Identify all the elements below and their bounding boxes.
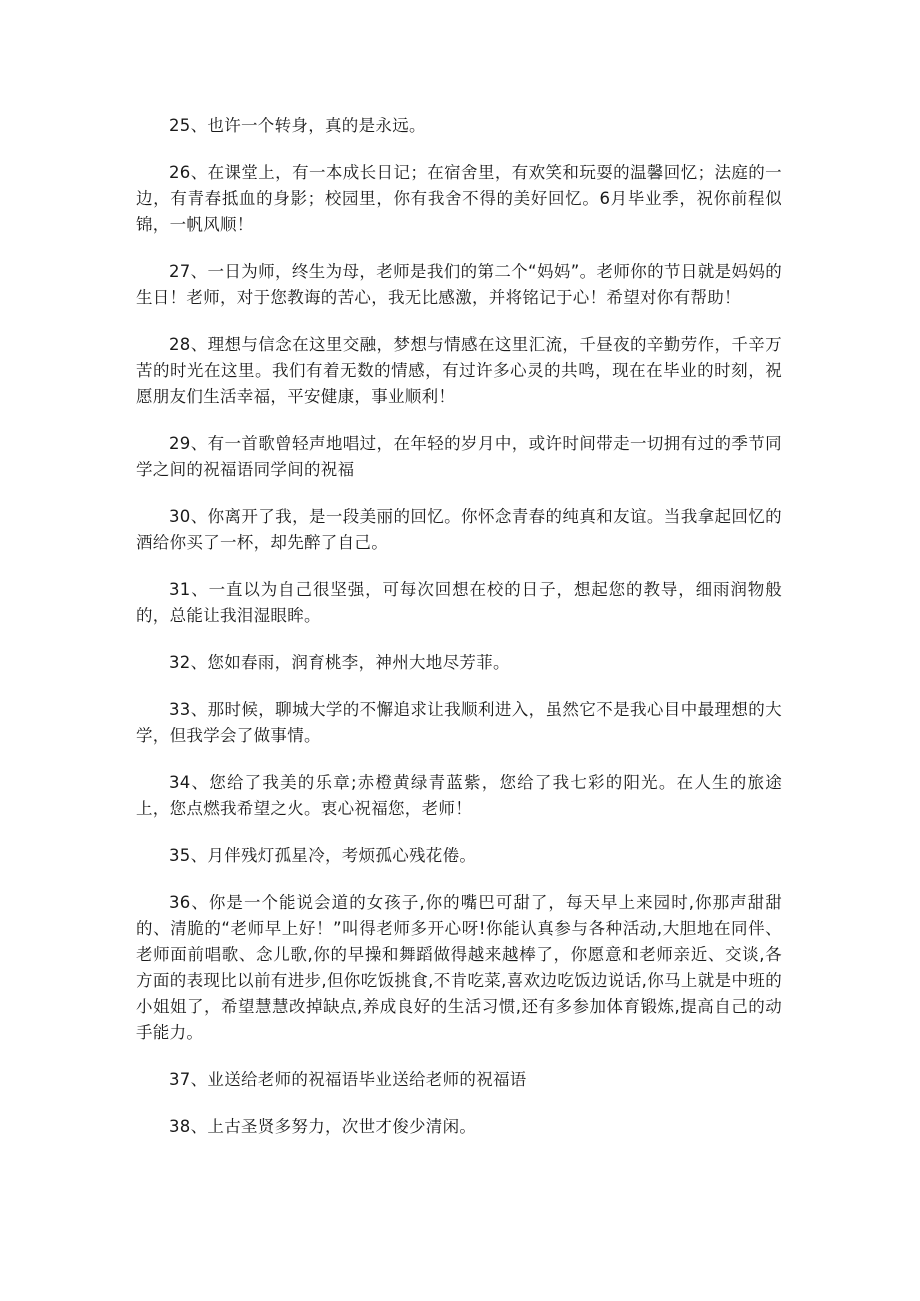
paragraph-29: 29、有一首歌曾轻声地唱过，在年轻的岁月中，或许时间带走一切拥有过的季节同学之间的祝福语同学间的祝福: [136, 434, 782, 479]
paragraph-37: 37、业送给老师的祝福语毕业送给老师的祝福语: [169, 1070, 527, 1089]
paragraph-32: 32、您如春雨，润育桃李，神州大地尽芳菲。: [169, 653, 510, 672]
paragraph-30: 30、你离开了我，是一段美丽的回忆。你怀念青春的纯真和友谊。当我拿起回忆的酒给你买了一杯，却先醉了自己。: [136, 507, 782, 552]
paragraph-33: 33、那时候，聊城大学的不懈追求让我顺利进入，虽然它不是我心目中最理想的大学，但我学会了做事情。: [136, 700, 782, 745]
document-body: [136, 113, 782, 1161]
paragraph-36: 36、你是一个能说会道的女孩子,你的嘴巴可甜了，每天早上来园时,你那声甜甜的、清脆的“老师早上好！”叫得老师多开心呀!你能认真参与各种活动,大胆地在同伴、老师面前唱歌、念儿歌,你的早操和舞蹈做得越来越棒了，你愿意和老师亲近、交谈,各方面的表现比以前有进步,但你吃饭挑食,不肯吃菜,喜欢边吃饭边说话,你马上就是中班的小姐姐了，希望慧慧改掉缺点,养成良好的生活习惯,还有多参加体育锻炼,提高自己的动手能力。: [136, 893, 782, 1042]
paragraph-34: 34、您给了我美的乐章;赤橙黄绿青蓝紫，您给了我七彩的阳光。在人生的旅途上，您点燃我希望之火。衷心祝福您，老师！: [136, 773, 782, 818]
paragraph-25: 25、也许一个转身，真的是永远。: [169, 116, 426, 135]
paragraph-31: 31、一直以为自己很坚强，可每次回想在校的日子，想起您的教导，细雨润物般的，总能让我泪湿眼眸。: [136, 580, 782, 625]
paragraph-38: 38、上古圣贤多努力，次世才俊少清闲。: [169, 1117, 477, 1136]
paragraph-35: 35、月伴残灯孤星冷，考烦孤心残花倦。: [169, 846, 477, 865]
paragraph-26: 26、在课堂上，有一本成长日记；在宿舍里，有欢笑和玩耍的温馨回忆；法庭的一边，有青春抵血的身影；校园里，你有我舍不得的美好回忆。6月毕业季，祝你前程似锦，一帆风顺！: [136, 163, 782, 234]
paragraph-28: 28、理想与信念在这里交融，梦想与情感在这里汇流，千昼夜的辛勤劳作，千辛万苦的时光在这里。我们有着无数的情感，有过许多心灵的共鸣，现在在毕业的时刻，祝愿朋友们生活幸福，平安健康，事业顺利！: [136, 335, 782, 406]
paragraph-27: 27、一日为师，终生为母，老师是我们的第二个“妈妈”。老师你的节日就是妈妈的生日！老师，对于您教诲的苦心，我无比感激，并将铭记于心！希望对你有帮助！: [136, 262, 782, 307]
